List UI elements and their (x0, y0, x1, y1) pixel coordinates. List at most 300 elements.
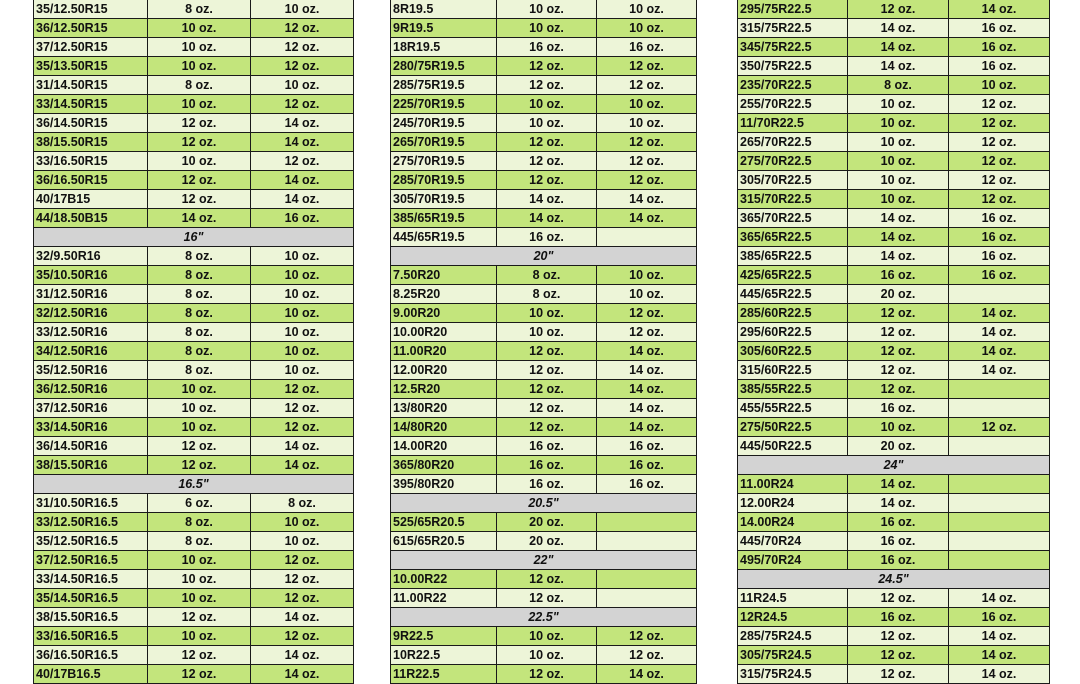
table-row (34, 266, 354, 285)
amount-cell-1: 8 oz. (497, 266, 597, 285)
amount-cell-2: 14 oz. (597, 361, 697, 380)
table-row (34, 95, 354, 114)
amount-cell-1: 10 oz. (148, 418, 251, 437)
amount-cell-2: 10 oz. (251, 304, 354, 323)
tire-size-cell: 305/60R22.5 (738, 342, 848, 361)
amount-cell-2: 16 oz. (251, 209, 354, 228)
tire-size-cell: 8R19.5 (391, 0, 497, 19)
amount-cell-2: 10 oz. (597, 266, 697, 285)
table-row (34, 418, 354, 437)
table-row (738, 57, 1050, 76)
amount-cell-1: 12 oz. (148, 190, 251, 209)
tire-size-cell: 255/70R22.5 (738, 95, 848, 114)
tire-size-cell: 35/12.50R16.5 (34, 532, 148, 551)
amount-cell-1: 12 oz. (497, 418, 597, 437)
amount-cell-2: 12 oz. (597, 304, 697, 323)
amount-cell-2: 12 oz. (597, 171, 697, 190)
table-row (34, 399, 354, 418)
amount-cell-1: 10 oz. (848, 152, 949, 171)
table-row (738, 665, 1050, 684)
tire-size-cell: 445/65R19.5 (391, 228, 497, 247)
amount-cell-1: 14 oz. (848, 475, 949, 494)
tire-size-cell: 305/70R19.5 (391, 190, 497, 209)
amount-cell-2: 14 oz. (949, 0, 1050, 19)
amount-cell-1: 20 oz. (848, 285, 949, 304)
amount-cell-2 (949, 551, 1050, 570)
amount-cell-2: 12 oz. (251, 589, 354, 608)
tire-size-cell: 615/65R20.5 (391, 532, 497, 551)
amount-cell-2: 16 oz. (597, 437, 697, 456)
amount-cell-1: 14 oz. (497, 209, 597, 228)
tire-size-cell: 31/14.50R15 (34, 76, 148, 95)
amount-cell-1: 8 oz. (148, 532, 251, 551)
table-row (738, 437, 1050, 456)
amount-cell-1: 10 oz. (848, 171, 949, 190)
amount-cell-2: 10 oz. (251, 76, 354, 95)
tire-size-cell: 34/12.50R16 (34, 342, 148, 361)
table-row (738, 342, 1050, 361)
amount-cell-1: 12 oz. (497, 570, 597, 589)
amount-cell-1: 10 oz. (148, 399, 251, 418)
amount-cell-2: 10 oz. (597, 0, 697, 19)
rim-size-header (391, 551, 697, 570)
amount-cell-2: 12 oz. (251, 551, 354, 570)
amount-cell-2: 14 oz. (597, 190, 697, 209)
tire-size-cell: 275/70R19.5 (391, 152, 497, 171)
amount-cell-1: 16 oz. (497, 475, 597, 494)
amount-cell-1: 8 oz. (148, 513, 251, 532)
table-row (738, 399, 1050, 418)
amount-cell-2: 14 oz. (949, 342, 1050, 361)
amount-cell-1: 12 oz. (497, 665, 597, 684)
amount-cell-2: 16 oz. (949, 247, 1050, 266)
amount-cell-1: 20 oz. (497, 532, 597, 551)
table-row (391, 133, 697, 152)
amount-cell-1: 12 oz. (497, 361, 597, 380)
rim-size-header (391, 494, 697, 513)
amount-cell-2 (949, 285, 1050, 304)
amount-cell-1: 12 oz. (497, 76, 597, 95)
amount-cell-2: 10 oz. (597, 285, 697, 304)
table-row (738, 304, 1050, 323)
tire-size-cell: 36/16.50R15 (34, 171, 148, 190)
table-row (738, 0, 1050, 19)
amount-cell-2: 10 oz. (251, 361, 354, 380)
rim-size-label: 24.5" (738, 570, 1050, 589)
tire-size-cell: 9R22.5 (391, 627, 497, 646)
table-row (34, 152, 354, 171)
table-row (391, 589, 697, 608)
tire-size-cell: 395/80R20 (391, 475, 497, 494)
amount-cell-2: 16 oz. (597, 475, 697, 494)
tire-size-cell: 33/12.50R16.5 (34, 513, 148, 532)
table-row (391, 399, 697, 418)
table-row (34, 627, 354, 646)
tire-size-cell: 305/70R22.5 (738, 171, 848, 190)
table-row (391, 342, 697, 361)
table-row (34, 456, 354, 475)
amount-cell-2: 16 oz. (949, 228, 1050, 247)
tire-size-cell: 36/14.50R15 (34, 114, 148, 133)
tire-size-cell: 14/80R20 (391, 418, 497, 437)
tire-size-cell: 38/15.50R15 (34, 133, 148, 152)
amount-cell-1: 10 oz. (148, 589, 251, 608)
table-row (738, 513, 1050, 532)
amount-cell-1: 16 oz. (497, 456, 597, 475)
tire-size-cell: 37/12.50R16.5 (34, 551, 148, 570)
rim-size-label: 24" (738, 456, 1050, 475)
table-row (391, 266, 697, 285)
tire-size-cell: 33/12.50R16 (34, 323, 148, 342)
tire-size-cell: 445/65R22.5 (738, 285, 848, 304)
amount-cell-2: 14 oz. (251, 646, 354, 665)
amount-cell-2: 14 oz. (251, 608, 354, 627)
amount-cell-1: 14 oz. (848, 247, 949, 266)
amount-cell-2: 12 oz. (597, 646, 697, 665)
amount-cell-2: 12 oz. (251, 152, 354, 171)
table-row (34, 608, 354, 627)
amount-cell-1: 10 oz. (497, 114, 597, 133)
table-row (391, 228, 697, 247)
tire-size-cell: 32/9.50R16 (34, 247, 148, 266)
tire-size-cell: 38/15.50R16.5 (34, 608, 148, 627)
amount-cell-1: 12 oz. (848, 665, 949, 684)
tire-size-cell: 11.00R20 (391, 342, 497, 361)
amount-cell-1: 10 oz. (848, 95, 949, 114)
amount-cell-2: 12 oz. (597, 133, 697, 152)
amount-cell-2 (949, 475, 1050, 494)
amount-cell-2: 10 oz. (251, 513, 354, 532)
amount-cell-2: 16 oz. (949, 19, 1050, 38)
amount-cell-1: 12 oz. (848, 589, 949, 608)
amount-cell-2: 12 oz. (597, 152, 697, 171)
amount-cell-2: 16 oz. (597, 456, 697, 475)
amount-cell-1: 10 oz. (497, 646, 597, 665)
amount-cell-1: 10 oz. (148, 95, 251, 114)
amount-cell-2: 10 oz. (251, 285, 354, 304)
table-row (391, 19, 697, 38)
amount-cell-1: 14 oz. (148, 209, 251, 228)
amount-cell-2: 12 oz. (251, 380, 354, 399)
tire-size-cell: 36/12.50R16 (34, 380, 148, 399)
tire-size-cell: 365/65R22.5 (738, 228, 848, 247)
table-row (34, 0, 354, 19)
tire-size-cell: 14.00R24 (738, 513, 848, 532)
amount-cell-1: 12 oz. (497, 589, 597, 608)
tire-size-cell: 280/75R19.5 (391, 57, 497, 76)
amount-cell-1: 12 oz. (148, 646, 251, 665)
table-row (34, 551, 354, 570)
amount-cell-1: 12 oz. (848, 342, 949, 361)
amount-cell-2: 12 oz. (597, 76, 697, 95)
table-row (34, 38, 354, 57)
table-row (391, 570, 697, 589)
amount-cell-1: 10 oz. (148, 38, 251, 57)
tire-size-cell: 315/60R22.5 (738, 361, 848, 380)
table-row (738, 95, 1050, 114)
table-row (738, 285, 1050, 304)
amount-cell-1: 10 oz. (497, 0, 597, 19)
table-row (738, 114, 1050, 133)
table-row (738, 646, 1050, 665)
amount-cell-1: 12 oz. (148, 114, 251, 133)
amount-cell-2: 14 oz. (597, 418, 697, 437)
tire-size-cell: 7.50R20 (391, 266, 497, 285)
tire-size-cell: 235/70R22.5 (738, 76, 848, 95)
tire-size-cell: 44/18.50B15 (34, 209, 148, 228)
table-row (391, 57, 697, 76)
table-row (391, 532, 697, 551)
amount-cell-2: 14 oz. (597, 342, 697, 361)
amount-cell-1: 14 oz. (848, 228, 949, 247)
table-row (34, 304, 354, 323)
amount-cell-2: 12 oz. (251, 570, 354, 589)
amount-cell-1: 8 oz. (148, 0, 251, 19)
amount-cell-1: 10 oz. (848, 418, 949, 437)
table-row (738, 323, 1050, 342)
amount-cell-2: 12 oz. (251, 19, 354, 38)
tire-size-cell: 265/70R22.5 (738, 133, 848, 152)
table-row (34, 532, 354, 551)
tire-size-cell: 12.00R24 (738, 494, 848, 513)
amount-cell-1: 12 oz. (848, 380, 949, 399)
tire-size-cell: 12.00R20 (391, 361, 497, 380)
amount-cell-2: 14 oz. (949, 665, 1050, 684)
tire-size-cell: 18R19.5 (391, 38, 497, 57)
amount-cell-2: 14 oz. (251, 437, 354, 456)
amount-cell-1: 8 oz. (148, 342, 251, 361)
amount-cell-2: 12 oz. (949, 190, 1050, 209)
amount-cell-2: 14 oz. (949, 304, 1050, 323)
amount-cell-2: 14 oz. (949, 646, 1050, 665)
amount-cell-2: 10 oz. (251, 323, 354, 342)
table-row (391, 456, 697, 475)
table-row (738, 19, 1050, 38)
amount-cell-2: 14 oz. (251, 133, 354, 152)
table-row (391, 380, 697, 399)
tire-size-cell: 37/12.50R16 (34, 399, 148, 418)
table-row (34, 646, 354, 665)
amount-cell-1: 8 oz. (848, 76, 949, 95)
amount-cell-2: 14 oz. (597, 380, 697, 399)
table-row (391, 304, 697, 323)
rim-size-header (738, 456, 1050, 475)
amount-cell-1: 12 oz. (848, 323, 949, 342)
amount-cell-2: 10 oz. (251, 342, 354, 361)
tire-size-cell: 315/70R22.5 (738, 190, 848, 209)
amount-cell-2: 12 oz. (251, 57, 354, 76)
amount-cell-2: 14 oz. (949, 361, 1050, 380)
table-row (738, 38, 1050, 57)
amount-cell-2: 10 oz. (251, 247, 354, 266)
table-row (738, 475, 1050, 494)
amount-cell-1: 14 oz. (497, 190, 597, 209)
table-row (738, 133, 1050, 152)
table-row (738, 418, 1050, 437)
tire-size-cell: 13/80R20 (391, 399, 497, 418)
table-row (738, 380, 1050, 399)
amount-cell-1: 12 oz. (848, 304, 949, 323)
table-row (738, 551, 1050, 570)
amount-cell-2: 10 oz. (597, 19, 697, 38)
amount-cell-1: 10 oz. (497, 323, 597, 342)
amount-cell-2 (949, 494, 1050, 513)
table-row (34, 589, 354, 608)
amount-cell-2: 12 oz. (251, 399, 354, 418)
tire-size-cell: 385/65R22.5 (738, 247, 848, 266)
amount-cell-2 (949, 532, 1050, 551)
tire-table-column-2 (390, 0, 697, 684)
tire-size-cell: 385/65R19.5 (391, 209, 497, 228)
amount-cell-1: 10 oz. (848, 114, 949, 133)
tire-size-cell: 11/70R22.5 (738, 114, 848, 133)
rim-size-label: 16" (34, 228, 354, 247)
table-row (391, 0, 697, 19)
table-row (34, 494, 354, 513)
tire-size-cell: 12R24.5 (738, 608, 848, 627)
tire-size-cell: 225/70R19.5 (391, 95, 497, 114)
amount-cell-2 (597, 570, 697, 589)
amount-cell-2 (949, 399, 1050, 418)
amount-cell-1: 12 oz. (148, 133, 251, 152)
amount-cell-1: 14 oz. (848, 494, 949, 513)
amount-cell-1: 12 oz. (848, 627, 949, 646)
tire-table-body (34, 0, 354, 684)
amount-cell-2 (597, 589, 697, 608)
table-row (391, 190, 697, 209)
amount-cell-2: 12 oz. (949, 171, 1050, 190)
amount-cell-1: 12 oz. (497, 171, 597, 190)
amount-cell-2 (949, 380, 1050, 399)
amount-cell-1: 10 oz. (148, 551, 251, 570)
amount-cell-2: 12 oz. (251, 95, 354, 114)
amount-cell-1: 12 oz. (497, 399, 597, 418)
amount-cell-1: 10 oz. (148, 627, 251, 646)
tire-size-cell: 35/12.50R16 (34, 361, 148, 380)
table-row (34, 665, 354, 684)
tire-table-body (738, 0, 1050, 684)
tire-size-cell: 37/12.50R15 (34, 38, 148, 57)
tire-size-cell: 285/75R24.5 (738, 627, 848, 646)
amount-cell-2: 12 oz. (949, 418, 1050, 437)
amount-cell-1: 10 oz. (848, 133, 949, 152)
tire-size-cell: 9.00R20 (391, 304, 497, 323)
amount-cell-1: 14 oz. (848, 57, 949, 76)
amount-cell-1: 10 oz. (497, 19, 597, 38)
tire-size-cell: 9R19.5 (391, 19, 497, 38)
tire-size-cell: 10.00R22 (391, 570, 497, 589)
amount-cell-1: 6 oz. (148, 494, 251, 513)
amount-cell-1: 8 oz. (148, 247, 251, 266)
table-row (34, 513, 354, 532)
table-row (34, 323, 354, 342)
amount-cell-1: 16 oz. (848, 608, 949, 627)
tire-size-cell: 12.5R20 (391, 380, 497, 399)
table-row (34, 342, 354, 361)
amount-cell-1: 16 oz. (848, 266, 949, 285)
amount-cell-2: 16 oz. (949, 209, 1050, 228)
amount-cell-2: 14 oz. (251, 456, 354, 475)
amount-cell-1: 16 oz. (497, 228, 597, 247)
amount-cell-1: 12 oz. (848, 361, 949, 380)
table-row (391, 95, 697, 114)
table-row (391, 285, 697, 304)
amount-cell-2: 12 oz. (251, 38, 354, 57)
amount-cell-1: 14 oz. (848, 209, 949, 228)
table-row (34, 114, 354, 133)
tire-size-cell: 10R22.5 (391, 646, 497, 665)
table-row (34, 361, 354, 380)
tire-size-cell: 35/12.50R15 (34, 0, 148, 19)
tire-size-cell: 495/70R24 (738, 551, 848, 570)
amount-cell-1: 10 oz. (148, 57, 251, 76)
amount-cell-1: 8 oz. (148, 76, 251, 95)
tire-size-cell: 33/16.50R16.5 (34, 627, 148, 646)
amount-cell-1: 10 oz. (848, 190, 949, 209)
amount-cell-1: 8 oz. (148, 304, 251, 323)
tire-size-cell: 35/14.50R16.5 (34, 589, 148, 608)
rim-size-label: 20" (391, 247, 697, 266)
amount-cell-2: 12 oz. (251, 418, 354, 437)
amount-cell-1: 12 oz. (848, 646, 949, 665)
table-row (738, 152, 1050, 171)
table-row (391, 38, 697, 57)
amount-cell-2: 14 oz. (251, 114, 354, 133)
amount-cell-1: 20 oz. (497, 513, 597, 532)
amount-cell-1: 12 oz. (148, 171, 251, 190)
amount-cell-1: 12 oz. (148, 665, 251, 684)
amount-cell-1: 10 oz. (148, 19, 251, 38)
tire-size-cell: 36/12.50R15 (34, 19, 148, 38)
tire-size-cell: 275/70R22.5 (738, 152, 848, 171)
table-row (738, 627, 1050, 646)
amount-cell-1: 12 oz. (497, 152, 597, 171)
amount-cell-1: 12 oz. (848, 0, 949, 19)
amount-cell-2: 10 oz. (597, 95, 697, 114)
amount-cell-2: 12 oz. (597, 323, 697, 342)
tire-size-cell: 40/17B16.5 (34, 665, 148, 684)
table-row (34, 285, 354, 304)
amount-cell-1: 8 oz. (148, 285, 251, 304)
amount-cell-2: 16 oz. (597, 38, 697, 57)
tire-size-cell: 425/65R22.5 (738, 266, 848, 285)
table-row (738, 532, 1050, 551)
amount-cell-1: 20 oz. (848, 437, 949, 456)
table-row (391, 152, 697, 171)
table-row (391, 114, 697, 133)
table-row (34, 570, 354, 589)
tire-size-cell: 445/70R24 (738, 532, 848, 551)
amount-cell-2: 14 oz. (597, 399, 697, 418)
table-row (34, 133, 354, 152)
table-row (34, 380, 354, 399)
table-row (391, 665, 697, 684)
table-row (738, 171, 1050, 190)
rim-size-header (391, 608, 697, 627)
table-row (738, 266, 1050, 285)
table-row (738, 76, 1050, 95)
tire-size-cell: 31/10.50R16.5 (34, 494, 148, 513)
amount-cell-1: 8 oz. (148, 361, 251, 380)
amount-cell-2: 16 oz. (949, 266, 1050, 285)
amount-cell-2: 14 oz. (949, 627, 1050, 646)
tire-table-body (391, 0, 697, 684)
amount-cell-1: 16 oz. (848, 513, 949, 532)
table-row (34, 209, 354, 228)
rim-size-label: 22.5" (391, 608, 697, 627)
tire-size-cell: 40/17B15 (34, 190, 148, 209)
amount-cell-1: 12 oz. (148, 437, 251, 456)
